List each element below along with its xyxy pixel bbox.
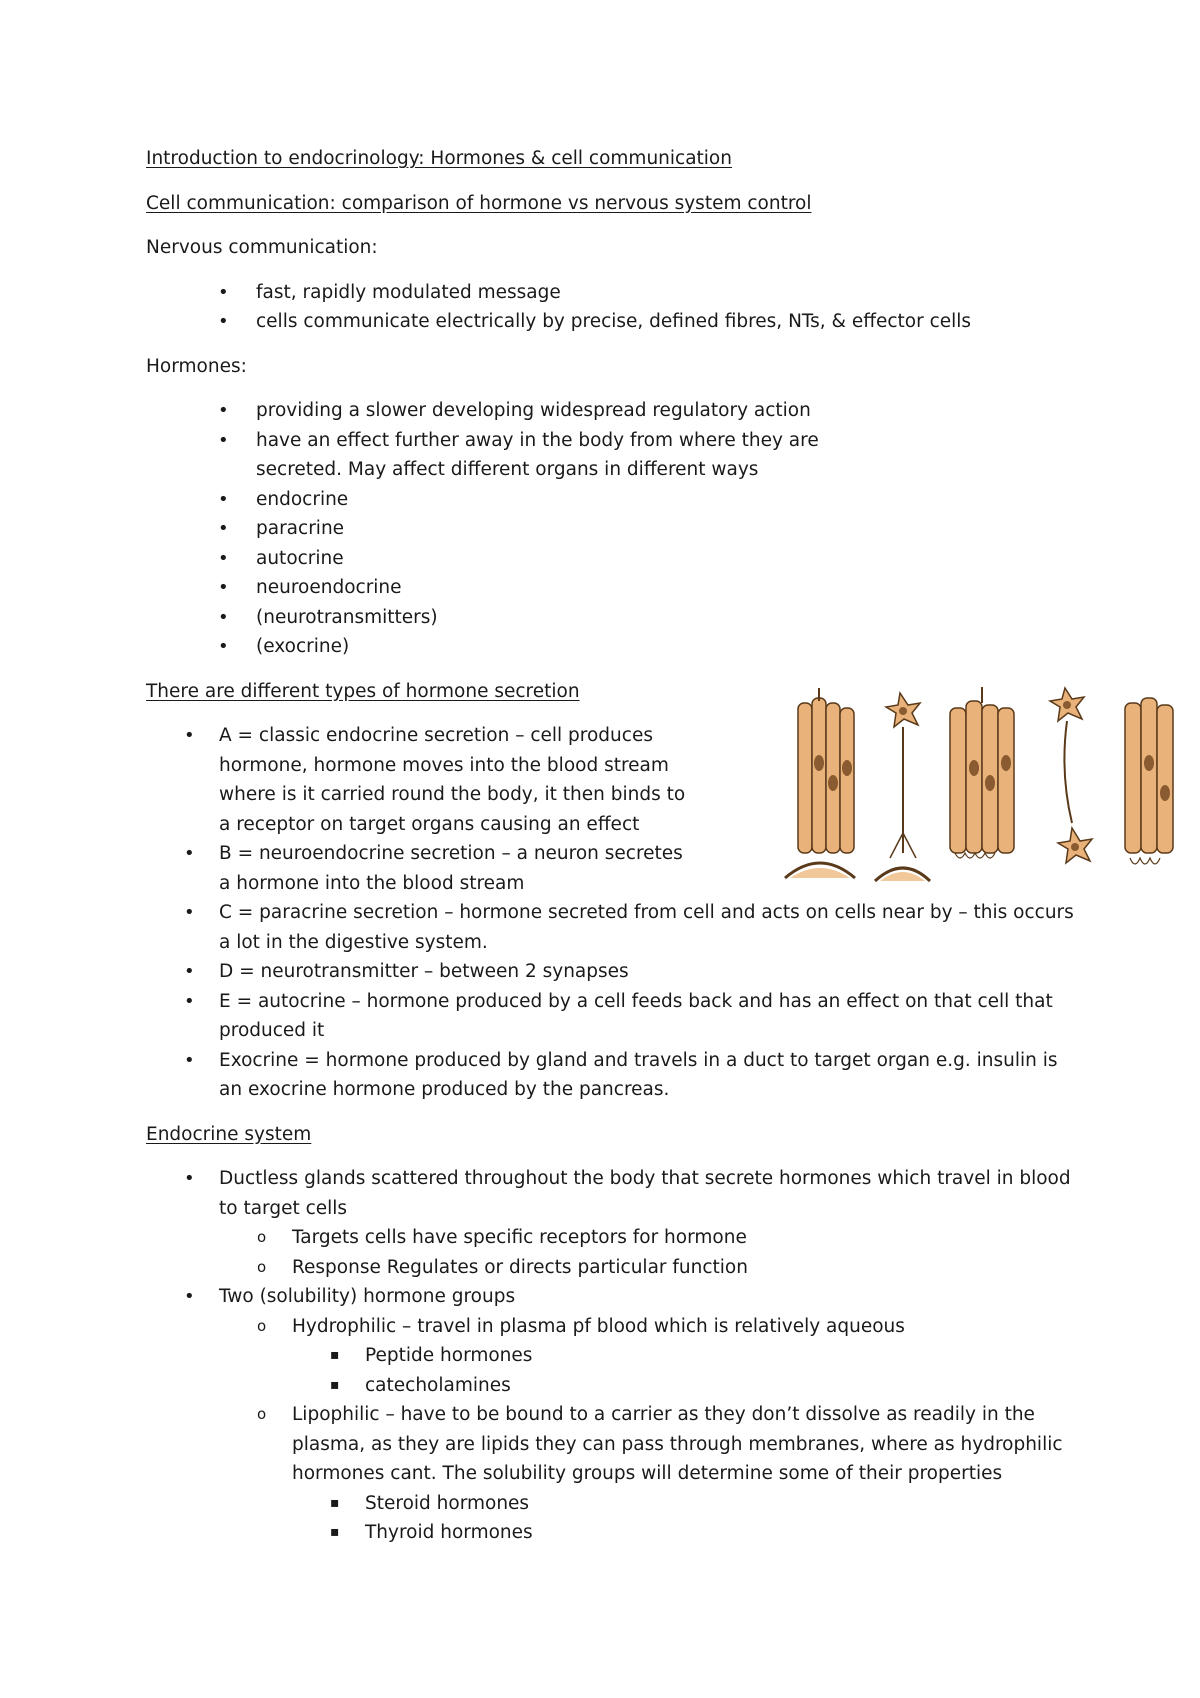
- neuroendocrine-neuron: [875, 693, 930, 881]
- sub-sub-list-item: ▪ Thyroid hormones: [292, 1518, 1076, 1548]
- sub-list-item: o Targets cells have specific receptors for hormone: [219, 1223, 1076, 1253]
- list-item: • fast, rapidly modulated message: [146, 278, 1076, 308]
- endocrine-cell-group: [785, 688, 855, 878]
- document-title: Introduction to endocrinology: Hormones & cell communication: [146, 148, 732, 169]
- list-item: • paracrine: [146, 514, 1076, 544]
- sub-list-item: [219, 1312, 1076, 1401]
- nervous-label: Nervous communication:: [146, 237, 378, 258]
- sub-list: [219, 1312, 1076, 1548]
- sub-sub-list-item: ▪ catecholamines: [292, 1371, 1076, 1401]
- paracrine-cell-group: [950, 687, 1014, 858]
- list-item: • neuroendocrine: [146, 573, 1076, 603]
- list-item: • (neurotransmitters): [146, 603, 1076, 633]
- list-item: • autocrine: [146, 544, 1076, 574]
- list-item: • providing a slower developing widespread regulatory action: [146, 396, 1076, 426]
- list-item: • have an effect further away in the body from where they are secreted. May affect different organs in different ways: [146, 426, 876, 485]
- section-heading-endocrine-system: Endocrine system: [146, 1123, 312, 1145]
- sub-sub-list-item: ▪ Peptide hormones: [292, 1341, 1076, 1371]
- list-item: • A = classic endocrine secretion – cell produces hormone, hormone moves into the blood stream where is it carried round the body, it then binds to a receptor on target organs causing an effect: [146, 721, 689, 839]
- list-item: • cells communicate electrically by precise, defined fibres, NTs, & effector cells: [146, 307, 1076, 337]
- sub-list-item: o Response Regulates or directs particular function: [219, 1253, 1076, 1283]
- hydrophilic-text: Hydrophilic – travel in plasma pf blood which is relatively aqueous: [292, 1315, 905, 1337]
- list-item-text: Ductless glands scattered throughout the body that secrete hormones which travel in blood to target cells: [219, 1168, 1071, 1219]
- list-item: • endocrine: [146, 485, 1076, 515]
- autocrine-cell-group: [1125, 698, 1173, 864]
- list-item: [146, 1164, 1076, 1282]
- list-item: • B = neuroendocrine secretion – a neuron secretes a hormone into the blood stream: [146, 839, 689, 898]
- sub-sub-list: [292, 1341, 1076, 1400]
- hormones-label: Hormones:: [146, 355, 247, 377]
- list-item: • (exocrine): [146, 632, 1076, 662]
- sub-list: [219, 1223, 1076, 1282]
- endocrine-list: [146, 1164, 1076, 1548]
- neurotransmitter-neurons: [1050, 688, 1092, 863]
- list-item-text: Two (solubility) hormone groups: [219, 1286, 516, 1307]
- nervous-list: [146, 278, 1076, 337]
- sub-sub-list: [292, 1489, 1076, 1548]
- sub-list-item: [219, 1400, 1076, 1548]
- list-item: [146, 1282, 1076, 1548]
- sub-sub-list-item: ▪ Steroid hormones: [292, 1489, 1076, 1519]
- section-heading-secretion-types: There are different types of hormone secretion: [146, 680, 580, 702]
- section-heading-cell-communication: Cell communication: comparison of hormone vs nervous system control: [146, 192, 812, 214]
- lipophilic-text: Lipophilic – have to be bound to a carrier as they don’t dissolve as readily in the plasma, as they are lipids they can pass through membranes, where as hydrophilic hormones cant. The solubility groups will determine some of their properties: [292, 1404, 1063, 1484]
- list-item: • D = neurotransmitter – between 2 synapses: [146, 957, 1076, 987]
- list-item: • Exocrine = hormone produced by gland and travels in a duct to target organ e.g. insulin is an exocrine hormone produced by the pancreas.: [146, 1046, 1076, 1105]
- secretion-types-illustration: [780, 683, 1200, 893]
- hormones-list: [146, 396, 1076, 662]
- secretion-diagram: [780, 683, 1200, 893]
- list-item: • E = autocrine – hormone produced by a cell feeds back and has an effect on that cell that produced it: [146, 987, 1076, 1046]
- list-item: • C = paracrine secretion – hormone secreted from cell and acts on cells near by – this occurs a lot in the digestive system.: [146, 898, 1076, 957]
